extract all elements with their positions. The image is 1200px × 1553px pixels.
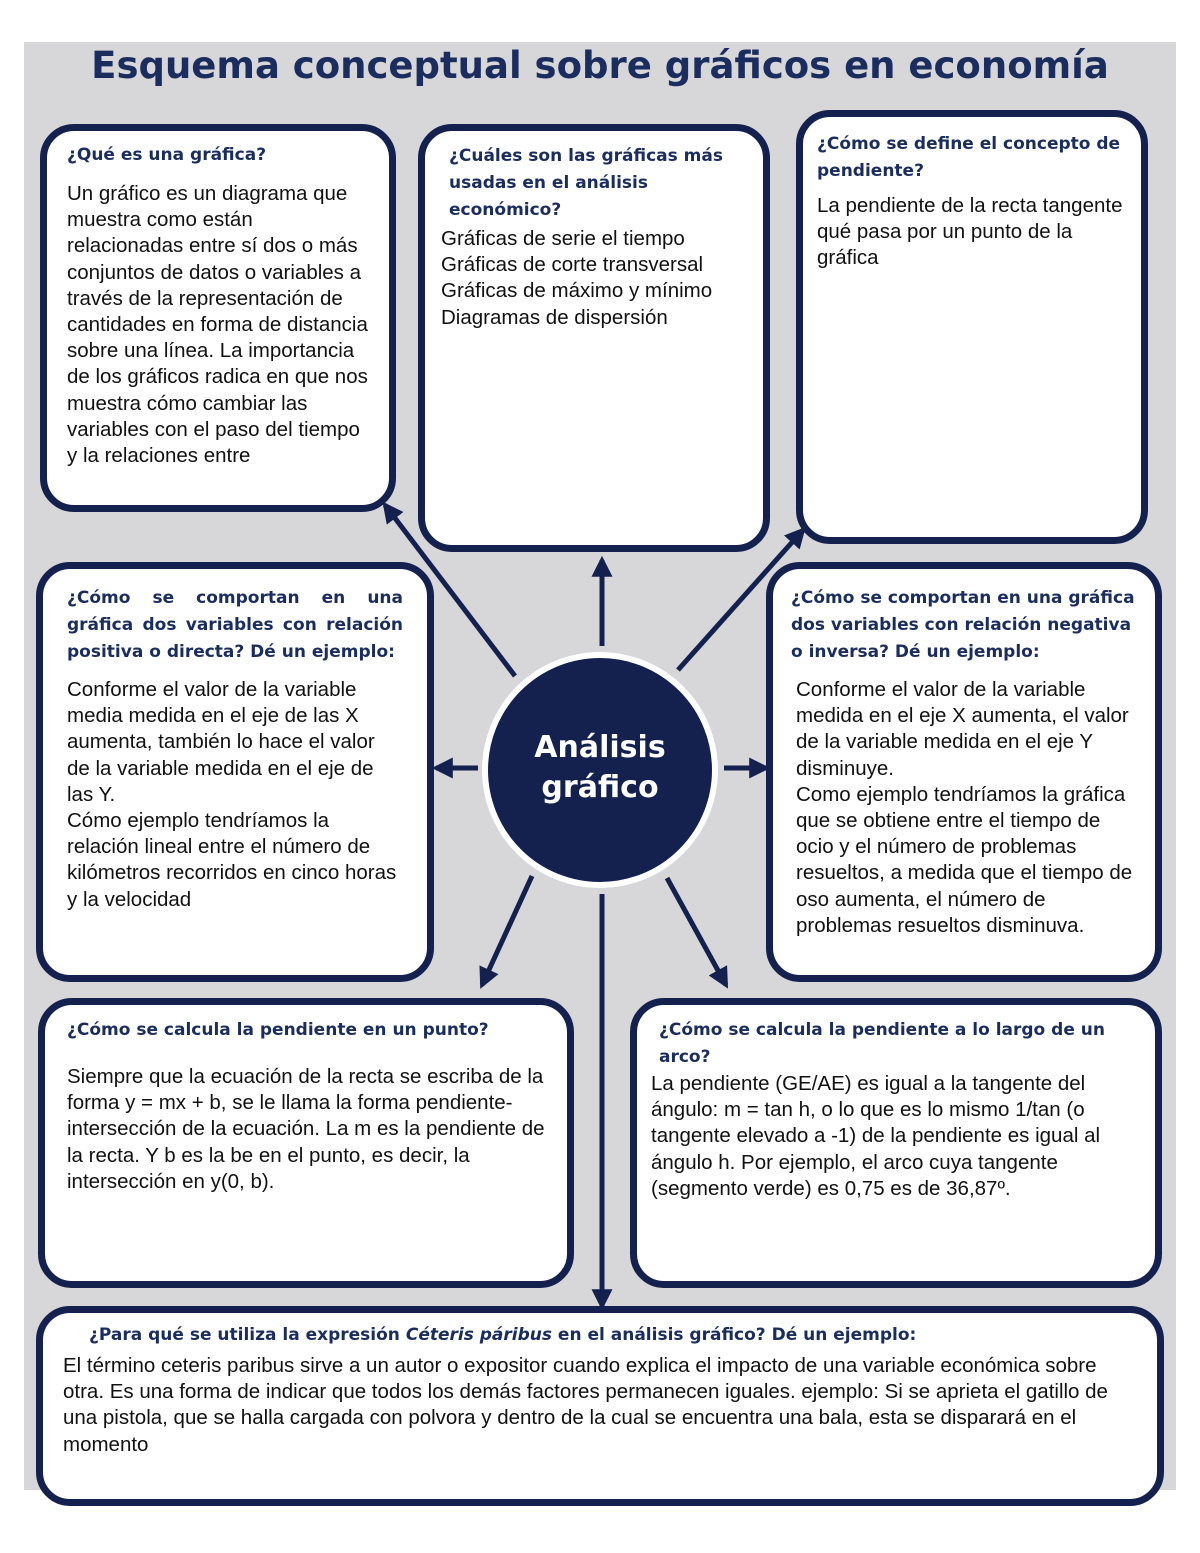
question-pendiente-def: ¿Cómo se define el concepto de pendiente? (817, 134, 1121, 181)
answer-pendiente-def: La pendiente de la recta tangente qué pasa por un punto de la gráfica (817, 194, 1123, 270)
list-item: Gráficas de máximo y mínimo (441, 279, 713, 303)
box-pendiente-punto (38, 998, 574, 1288)
question-ceteris-em: Céteris páribus (405, 1325, 552, 1345)
center-node (482, 652, 718, 888)
answer-relacion-negativa-1: Conforme el valor de la variable medida en el eje X aumenta, el valor de la variable medida en el eje Y disminuye. (796, 678, 1129, 780)
box-ceteris-paribus (36, 1306, 1164, 1506)
box-pendiente-definicion (796, 110, 1148, 544)
question-ceteris (63, 1322, 1137, 1349)
box-pendiente-arco (630, 998, 1162, 1288)
answer-pendiente-arco: La pendiente (GE/AE) es igual a la tangente del ángulo: m = tan h, o lo que es lo mismo 1/tan (o tangente elevado a -1) de la pendiente es igual al ángulo h. Por ejemplo, el arco cuya tangente (segmento verde) es 0,75 es de 36,87º. (651, 1072, 1101, 1200)
box-que-es-grafica (40, 124, 396, 512)
question-relacion-positiva: ¿Cómo se comportan en una gráfica dos variables con relación positiva o directa? Dé un ejemplo: (67, 588, 403, 662)
box-cuales-graficas (418, 124, 770, 552)
center-label-line2: gráfico (541, 770, 659, 805)
answer-pendiente-punto: Siempre que la ecuación de la recta se escriba de la forma y = mx + b, se le llama la forma pendiente-intersección de la ecuación. La m es la pendiente de la recta. Y b es la be en el punto, es decir, la intersección en y(0, b). (67, 1065, 545, 1193)
box-relacion-positiva (36, 562, 434, 982)
arrow-to-pendiente-punto (482, 876, 532, 985)
answer-relacion-positiva-2: Cómo ejemplo tendríamos la relación lineal entre el número de kilómetros recorridos en cinco horas y la velocidad (67, 809, 397, 911)
arrow-to-pendiente-arco (667, 878, 726, 985)
answer-que-es: Un gráfico es un diagrama que muestra como están relacionadas entre sí dos o más conjuntos de datos o variables a través de la representación de cantidades en forma de distancia sobre una línea. La importancia de los gráficos radica en que nos muestra cómo cambiar las variables con el paso del tiempo y la relaciones entre (67, 182, 368, 468)
graph-types-list (441, 226, 753, 331)
question-que-es: ¿Qué es una gráfica? (67, 145, 267, 165)
question-ceteris-post: en el análisis gráfico? Dé un ejemplo: (552, 1325, 917, 1345)
question-relacion-negativa: ¿Cómo se comportan en una gráfica dos variables con relación negativa o inversa? Dé un ejemplo: (791, 588, 1135, 662)
list-item: Gráficas de corte transversal (441, 253, 704, 277)
center-label (488, 728, 712, 808)
page-title: Esquema conceptual sobre gráficos en economía (91, 44, 1109, 87)
box-relacion-negativa (766, 562, 1162, 982)
answer-relacion-positiva-1: Conforme el valor de la variable media medida en el eje de las X aumenta, también lo hace el valor de la variable medida en el eje de las Y. (67, 678, 375, 806)
answer-ceteris: El término ceteris paribus sirve a un autor o expositor cuando explica el impacto de una variable económica sobre otra. Es una forma de indicar que todos los demás factores permanecen iguales. ejemplo: Si se aprieta el gatillo de una pistola, que se halla cargada con polvora y dentro de la cual se encuentra una bala, esta se disparará en el momento (63, 1354, 1108, 1456)
center-label-line1: Análisis (534, 730, 666, 765)
question-ceteris-pre: ¿Para qué se utiliza la expresión (89, 1325, 406, 1345)
list-item: Diagramas de dispersión (441, 305, 668, 329)
question-cuales-son: ¿Cuáles son las gráficas más usadas en el análisis económico? (449, 146, 723, 220)
question-pendiente-arco: ¿Cómo se calcula la pendiente a lo largo de un arco? (659, 1020, 1105, 1067)
list-item: Gráficas de serie el tiempo (441, 227, 685, 250)
question-pendiente-punto: ¿Cómo se calcula la pendiente en un punto? (67, 1020, 489, 1040)
answer-relacion-negativa-2: Como ejemplo tendríamos la gráfica que se obtiene entre el tiempo de ocio y el número de problemas resueltos, a medida que el tiempo de oso aumenta, el número de problemas resueltos disminuva. (796, 782, 1133, 937)
